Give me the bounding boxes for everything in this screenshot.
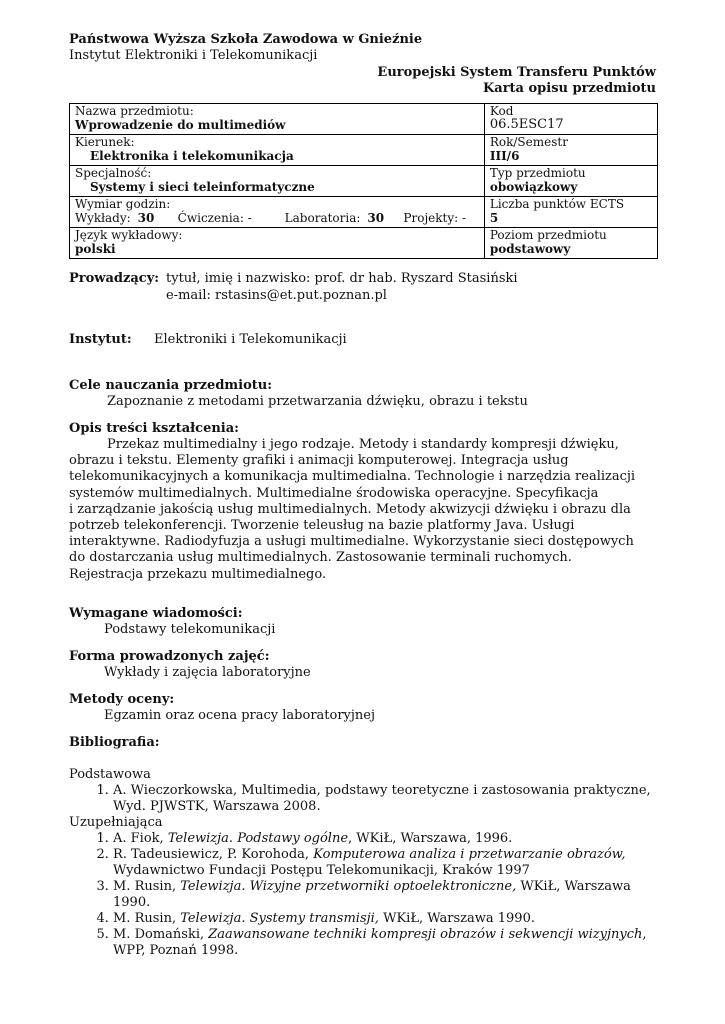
- level-value: podstawowy: [489, 242, 571, 256]
- year-value: III/6: [489, 149, 520, 163]
- basic-list: [69, 783, 669, 815]
- subject-cell: [70, 104, 485, 135]
- bib-rest: WKiŁ, Warszawa: [516, 879, 631, 894]
- form-text: Wykłady i zajęcia laboratoryjne: [104, 665, 311, 680]
- ects-title: Europejski System Transferu Punktów: [377, 65, 656, 80]
- basic-label: Podstawowa: [69, 767, 151, 782]
- lang-label: Język wykładowy:: [75, 228, 183, 242]
- bib-entry-cont: Wydawnictwo Fundacji Postępu Telekomunikacji, Kraków 1997: [113, 863, 530, 878]
- level-cell: [484, 228, 657, 259]
- type-label: Typ przedmiotu: [489, 166, 586, 180]
- bib-author: R. Tadeusiewicz, P. Korohoda,: [113, 847, 314, 862]
- field-cell: [70, 135, 485, 166]
- bib-title: Telewizja. Wizyjne przetworniki optoelektroniczne,: [180, 879, 517, 894]
- institute-label: Instytut:: [69, 332, 132, 347]
- field-label: Kierunek:: [75, 135, 135, 149]
- school-name: Państwowa Wyższa Szkoła Zawodowa w Gnieźnie: [69, 32, 423, 47]
- extra-label: Uzupełniająca: [69, 815, 163, 830]
- assessment-text: Egzamin oraz ocena pracy laboratoryjnej: [104, 708, 376, 723]
- year-cell: [484, 135, 657, 166]
- subject-info-table: [69, 103, 658, 259]
- content-line: Rejestracja przekazu multimedialnego.: [69, 566, 327, 582]
- spec-label: Specjalność:: [75, 166, 152, 180]
- bib-entry-cont: Wyd. PJWSTK, Warszawa 2008.: [113, 799, 321, 814]
- content-line: potrzeb telekonferencji. Tworzenie teleusług na bazie platformy Java. Usługi: [69, 518, 575, 534]
- subject-value: Wprowadzenie do multimediów: [75, 118, 286, 132]
- lab-label: Laboratoria:: [284, 211, 361, 225]
- ects-cell: [484, 197, 657, 228]
- ects-label: Liczba punktów ECTS: [489, 197, 625, 211]
- field-value: Elektronika i telekomunikacja: [90, 149, 294, 163]
- bib-author: M. Rusin,: [113, 911, 181, 926]
- bib-author: M. Domański,: [113, 927, 209, 942]
- institute-name: Instytut Elektroniki i Telekomunikacji: [69, 48, 318, 63]
- assessment-title: Metody oceny:: [69, 692, 175, 707]
- content-line: systemów multimedialnych. Multimedialne środowiska operacyjne. Specyfikacja: [69, 485, 599, 501]
- lecturer-name: tytuł, imię i nazwisko: prof. dr hab. Ryszard Stasiński: [166, 271, 518, 286]
- type-value: obowiązkowy: [489, 180, 578, 194]
- projects-label: Projekty: -: [403, 211, 467, 225]
- bib-rest: , WKiŁ, Warszawa, 1996.: [348, 831, 513, 846]
- level-label: Poziom przedmiotu: [489, 228, 607, 242]
- bib-entry-cont: 1990.: [113, 895, 151, 910]
- hours-row: [75, 211, 479, 225]
- code-value: 06.5ESC17: [489, 117, 564, 132]
- form-title: Forma prowadzonych zajęć:: [69, 649, 270, 664]
- bibliography-title: Bibliografia:: [69, 735, 160, 750]
- list-item: [113, 879, 669, 911]
- bib-title: Komputerowa analiza i przetwarzanie obrazów,: [313, 847, 626, 862]
- content-line: do dostarczania usług multimedialnych. Zastosowanie terminali ruchomych.: [69, 550, 572, 566]
- list-item: [113, 783, 669, 815]
- exercises-label: Ćwiczenia: -: [177, 211, 252, 225]
- lab-value: 30: [367, 211, 385, 225]
- bib-title: Telewizja. Podstawy ogólne: [167, 831, 349, 846]
- bib-rest: ,: [642, 927, 647, 942]
- lecturer-email: e-mail: rstasins@et.put.poznan.pl: [166, 288, 387, 303]
- bibliography-list: [69, 767, 669, 959]
- institute-value: Elektroniki i Telekomunikacji: [154, 332, 347, 347]
- lang-cell: [70, 228, 485, 259]
- goals-title: Cele nauczania przedmiotu:: [69, 378, 273, 393]
- content-title: Opis treści kształcenia:: [69, 421, 239, 436]
- bib-title: Zaawansowane techniki kompresji obrazów i sekwencji wizyjnych: [208, 927, 643, 942]
- bib-title: Telewizja. Systemy transmisji,: [180, 911, 379, 926]
- required-title: Wymagane wiadomości:: [69, 606, 243, 621]
- goals-text: Zapoznanie z metodami przetwarzania dźwięku, obrazu i tekstu: [107, 394, 528, 409]
- lang-value: polski: [75, 242, 116, 256]
- lecturer-label: Prowadzący:: [69, 271, 160, 286]
- content-line: interaktywne. Radiodyfuzja a usługi multimedialne. Wykorzystanie sieci dostępowych: [69, 534, 634, 550]
- bib-entry-cont: WPP, Poznań 1998.: [113, 943, 239, 958]
- bib-entry-text: A. Wieczorkowska, Multimedia, podstawy teoretyczne i zastosowania praktyczne,: [113, 783, 651, 798]
- year-label: Rok/Semestr: [489, 135, 568, 149]
- hours-cell: [70, 197, 485, 228]
- content-line: obrazu i tekstu. Elementy grafiki i animacji komputerowej. Integracja usług: [69, 453, 569, 469]
- card-title: Karta opisu przedmiotu: [482, 81, 656, 96]
- extra-list: [69, 831, 669, 959]
- spec-cell: [70, 166, 485, 197]
- code-label: Kod: [489, 104, 514, 118]
- spec-value: Systemy i sieci teleinformatyczne: [90, 180, 315, 194]
- code-cell: [484, 104, 657, 135]
- lectures-label: Wykłady:: [75, 211, 131, 225]
- ects-value: 5: [489, 211, 499, 225]
- list-item: [113, 911, 669, 927]
- required-text: Podstawy telekomunikacji: [104, 622, 276, 637]
- hours-label: Wymiar godzin:: [75, 197, 171, 211]
- content-line: i zarządzanie jakością usług multimedialnych. Metody akwizycji dźwięku i obrazu dla: [69, 501, 631, 517]
- content-text: [69, 437, 659, 583]
- bib-author: M. Rusin,: [113, 879, 181, 894]
- list-item: [113, 831, 669, 847]
- list-item: [113, 847, 669, 879]
- lectures-value: 30: [137, 211, 155, 225]
- list-item: [113, 927, 669, 959]
- content-line: Przekaz multimedialny i jego rodzaje. Metody i standardy kompresji dźwięku,: [107, 437, 619, 452]
- subject-label: Nazwa przedmiotu:: [75, 104, 194, 118]
- type-cell: [484, 166, 657, 197]
- bib-rest: WKiŁ, Warszawa 1990.: [378, 911, 535, 926]
- bib-author: A. Fiok,: [113, 831, 168, 846]
- content-line: telekomunikacyjnych a komunikacja multimedialna. Technologie i narzędzia realizacji: [69, 469, 636, 485]
